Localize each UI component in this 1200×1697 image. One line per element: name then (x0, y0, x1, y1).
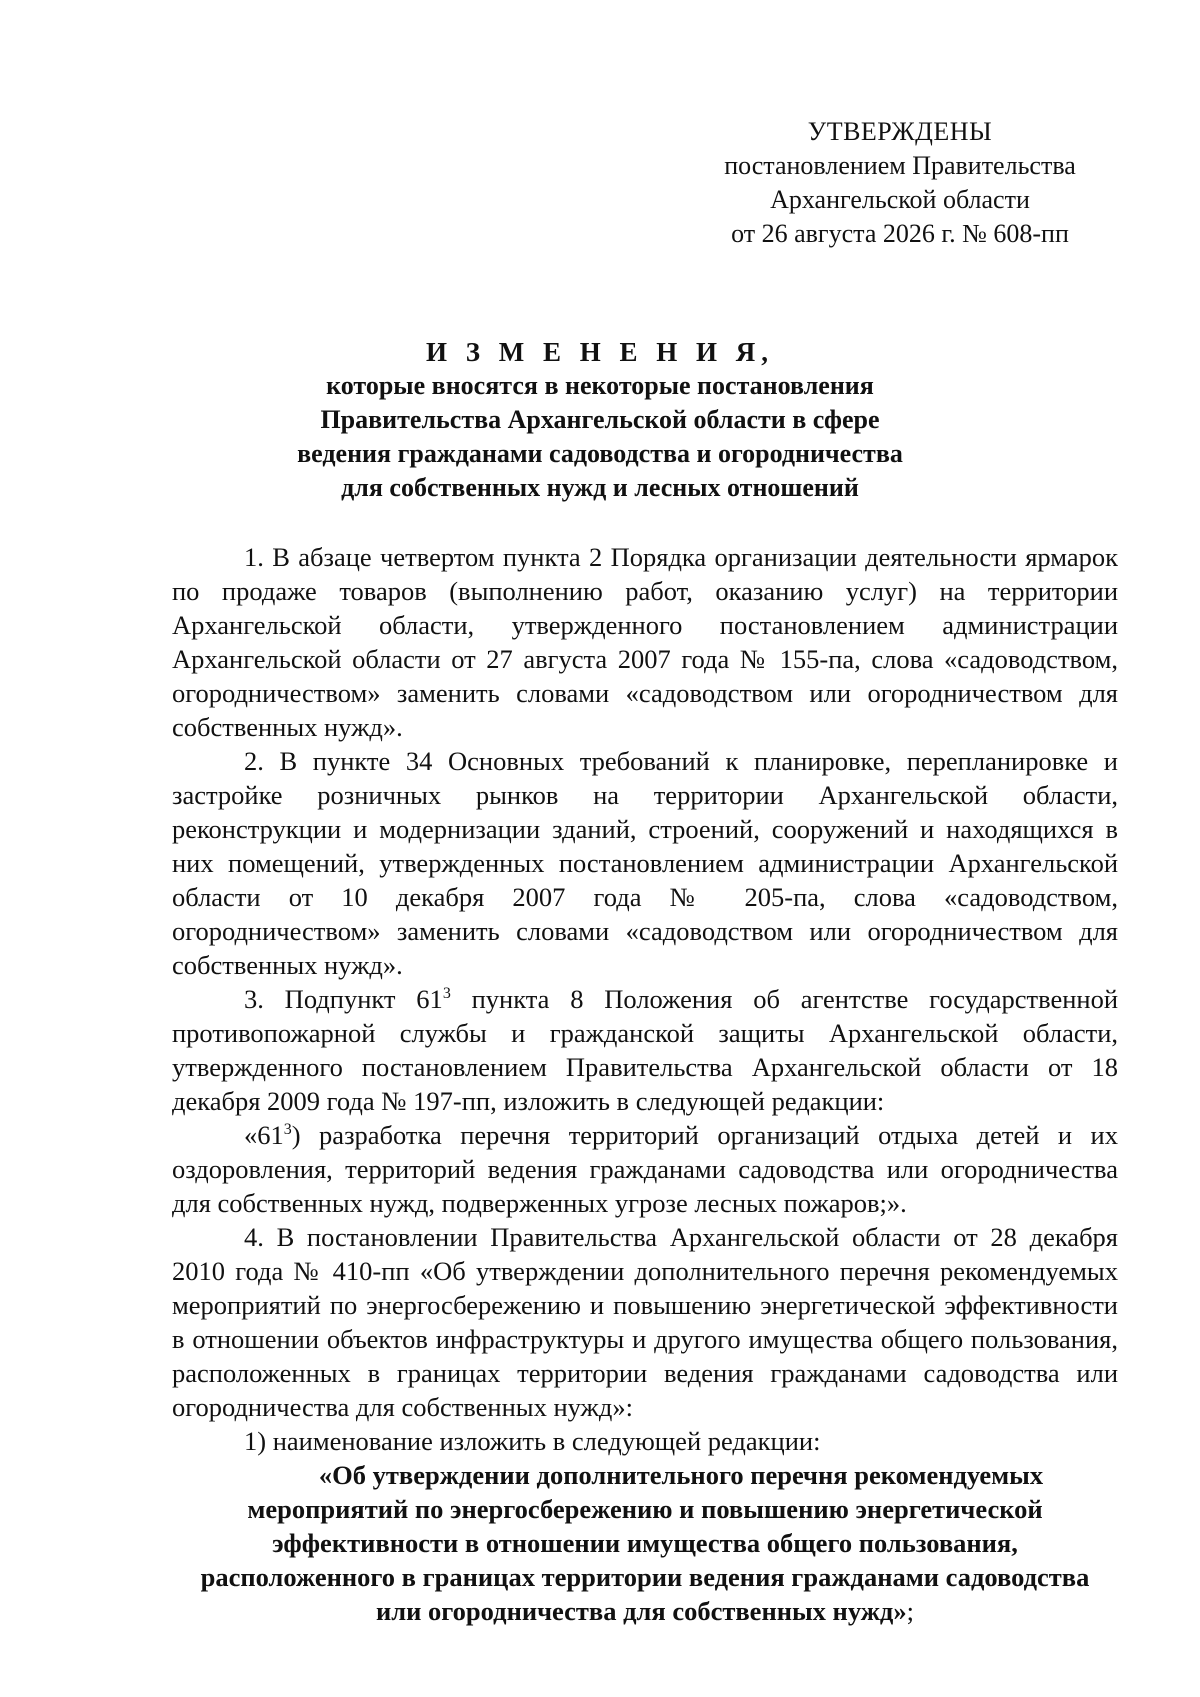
paragraph-3-start: 3. Подпункт 61 (244, 984, 443, 1014)
document-title (0, 335, 1200, 505)
quoted-title (172, 1458, 1118, 1628)
paragraph-3-rest: пункта 8 Положения об агентстве государственной противопожарной службы и гражданской защиты Архангельской области, утвержденного постановлением Правительства Архангельской области от 18 декабря 2009 года № 197-пп, изложить в следующей редакции: (172, 984, 1118, 1116)
paragraph-4-rest: ) разработка перечня территорий организаций отдыха детей и их оздоровления, территорий ведения гражданами садоводства или огородничества для собственных нужд, подверженных угрозе лесных пожаров;». (172, 1120, 1118, 1218)
approval-title: УТВЕРЖДЕНЫ (807, 117, 993, 146)
title-heading: И З М Е Н Е Н И Я, (425, 337, 774, 367)
superscript: 3 (283, 1121, 292, 1138)
paragraph-2: 2. В пункте 34 Основных требований к планировке, перепланировке и застройке розничных рынков на территории Архангельской области, реконструкции и модернизации зданий, строений, сооружений и находящихся в них помещений, утвержденных постановлением администрации Архангельской области от 10 декабря 2007 года № 205-па, слова «садоводством, огородничеством» заменить словами «садоводством или огородничеством для собственных нужд». (172, 746, 1118, 980)
approval-line: Архангельской области (770, 185, 1030, 214)
quoted-title-bold: «Об утверждении дополнительного перечня рекомендуемых мероприятий по энергосбережению и повышению энергетической эффективности в отношении имущества общего пользования, расположенного в границах территории ведения гражданами садоводства или огородничества для собственных нужд» (200, 1460, 1090, 1626)
document-body (172, 540, 1118, 1628)
approval-date-number: от 26 августа 2026 г. № 608-пп (731, 219, 1069, 248)
paragraph-1: 1. В абзаце четвертом пункта 2 Порядка организации деятельности ярмарок по продаже товаров (выполнению работ, оказанию услуг) на территории Архангельской области, утвержденного постановлением администрации Архангельской области от 27 августа 2007 года № 155-па, слова «садоводством, огородничеством» заменить словами «садоводством или огородничеством для собственных нужд». (172, 542, 1118, 742)
paragraph-6: 1) наименование изложить в следующей редакции: (244, 1426, 821, 1456)
title-line: ведения гражданами садоводства и огородничества (297, 439, 903, 468)
title-line: Правительства Архангельской области в сфере (320, 405, 880, 434)
paragraph-5: 4. В постановлении Правительства Архангельской области от 28 декабря 2010 года № 410-пп «Об утверждении дополнительного перечня рекомендуемых мероприятий по энергосбережению и повышению энергетической эффективности в отношении объектов инфраструктуры и другого имущества общего пользования, расположенных в границах территории ведения гражданами садоводства или огородничества для собственных нужд»: (172, 1222, 1118, 1422)
approval-line: постановлением Правительства (724, 151, 1076, 180)
paragraph-4-start: «61 (244, 1120, 284, 1150)
quoted-title-tail: ; (906, 1596, 914, 1626)
title-line: для собственных нужд и лесных отношений (341, 473, 859, 502)
superscript: 3 (442, 985, 451, 1002)
title-line: которые вносятся в некоторые постановления (326, 371, 874, 400)
paragraph-3 (172, 982, 1118, 1118)
approval-block (700, 115, 1100, 251)
paragraph-4 (172, 1118, 1118, 1220)
